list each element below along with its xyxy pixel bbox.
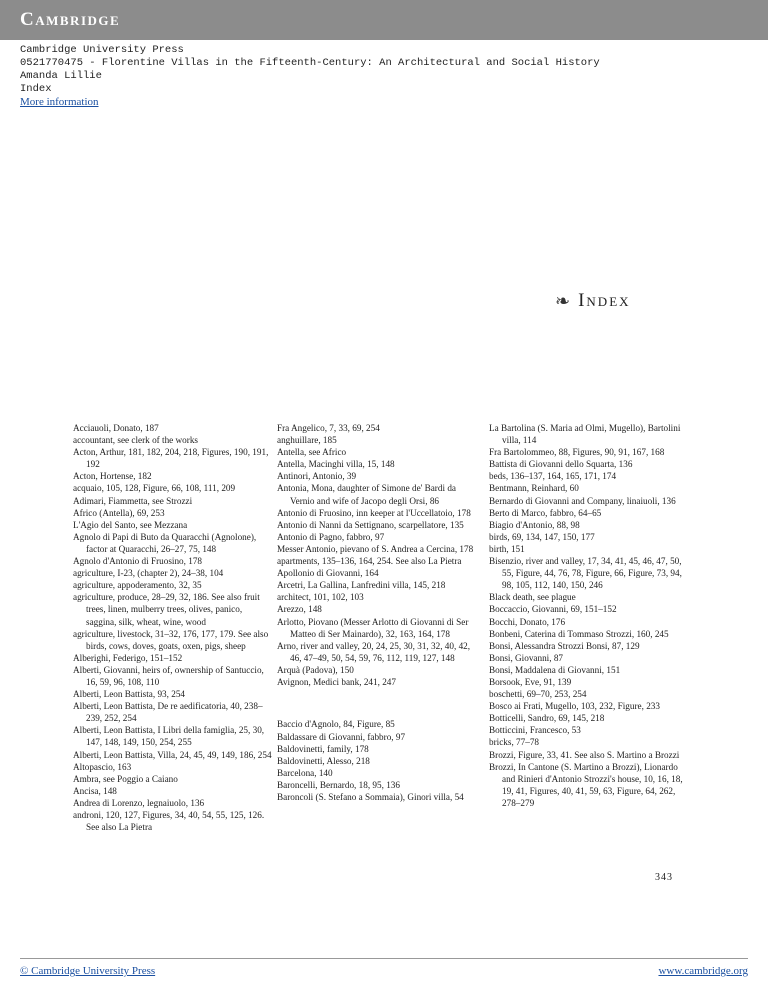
- index-entry: Baldassare di Giovanni, fabbro, 97: [277, 731, 406, 742]
- index-entry: Alberti, Leon Battista, 93, 254: [73, 689, 186, 700]
- index-entry: Bisenzio, river and valley, 17, 34, 41, 45, 46, 47, 50, 55, Figure, 44, 76, 78, Figure, 66, Figure, 73, 94, 98, 105, 112, 140, 150, 246: [489, 556, 682, 591]
- index-entry: agriculture, livestock, 31–32, 176, 177, 179. See also birds, cows, doves, goats, oxen, pigs, sheep: [73, 628, 269, 651]
- index-entry: Africo (Antella), 69, 253: [73, 507, 165, 518]
- index-title: Index: [578, 290, 631, 311]
- top-banner: [0, 0, 768, 40]
- index-entry: Apollonio di Giovanni, 164: [277, 568, 379, 579]
- index-entry: Messer Antonio, pievano of S. Andrea a Cercina, 178: [277, 543, 474, 554]
- index-entry: Agnolo d'Antonio di Fruosino, 178: [73, 556, 203, 567]
- index-entry: Black death, see plague: [489, 592, 576, 603]
- index-entry: Botticelli, Sandro, 69, 145, 218: [489, 713, 605, 724]
- index-entry: La Bartolina (S. Maria ad Olmi, Mugello), Bartolini villa, 114: [489, 423, 681, 446]
- document-metadata: [20, 44, 600, 110]
- index-entry: Arquà (Padova), 150: [277, 664, 354, 675]
- index-entry: Brozzi, In Cantone (S. Martino a Brozzi), Lionardo and Rinieri d'Antonio Strozzi's house, 10, 16, 18, 19, 41, Figures, 40, 41, 59, 63, Figure, 64, 262, 278–279: [489, 761, 683, 808]
- index-entry: Battista di Giovanni dello Squarta, 136: [489, 459, 633, 470]
- index-entry: agriculture, produce, 28–29, 32, 186. See also fruit trees, linen, mulberry trees, olives, panico, saggina, silk, wheat, wine, wood: [73, 592, 260, 627]
- index-entry: Baccio d'Agnolo, 84, Figure, 85: [277, 719, 395, 730]
- index-entry: Agnolo di Papi di Buto da Quaracchi (Agnolone), factor at Quaracchi, 26–27, 75, 148: [73, 531, 257, 554]
- index-entry: Bosco ai Frati, Mugello, 103, 232, Figure, 233: [489, 701, 660, 712]
- index-entry: Barcelona, 140: [277, 767, 333, 778]
- index-entry: Andrea di Lorenzo, legnaiuolo, 136: [73, 797, 205, 808]
- index-entry: acquaio, 105, 128, Figure, 66, 108, 111, 209: [73, 483, 236, 494]
- index-entry: agriculture, appoderamento, 32, 35: [73, 580, 202, 591]
- index-entry: Alberti, Leon Battista, De re aedificatoria, 40, 238–239, 252, 254: [73, 701, 263, 724]
- index-entry: boschetti, 69–70, 253, 254: [489, 689, 587, 700]
- index-entry: Biagio d'Antonio, 88, 98: [489, 519, 580, 530]
- index-entry: Bentmann, Reinhard, 60: [489, 483, 579, 494]
- index-entry: Alberti, Leon Battista, Villa, 24, 45, 49, 149, 186, 254: [73, 749, 272, 760]
- section-name: Index: [20, 83, 52, 95]
- index-entry: Acton, Arthur, 181, 182, 204, 218, Figures, 190, 191, 192: [73, 447, 269, 470]
- index-entry: L'Agio del Santo, see Mezzana: [73, 519, 188, 530]
- index-entry: apartments, 135–136, 164, 254. See also La Pietra: [277, 556, 462, 567]
- index-entry: birth, 151: [489, 543, 525, 554]
- index-entry: architect, 101, 102, 103: [277, 592, 364, 603]
- index-entry: Fra Angelico, 7, 33, 69, 254: [277, 423, 380, 433]
- index-entry: Arezzo, 148: [277, 604, 322, 615]
- index-entry: Botticcini, Francesco, 53: [489, 725, 581, 736]
- index-entry: Antella, see Africo: [277, 447, 347, 458]
- index-entry: Antonia, Mona, daughter of Simone de' Bardi da Vernio and wife of Jacopo degli Orsi, 86: [277, 483, 456, 506]
- index-entry: Baldovinetti, family, 178: [277, 743, 369, 754]
- more-information-link[interactable]: More information: [20, 96, 99, 108]
- index-entry: Bocchi, Donato, 176: [489, 616, 566, 627]
- index-entry: Borsook, Eve, 91, 139: [489, 676, 572, 687]
- index-column-3: [489, 422, 689, 809]
- index-entry: beds, 136–137, 164, 165, 171, 174: [489, 471, 617, 482]
- index-entry: Brozzi, Figure, 33, 41. See also S. Martino a Brozzi: [489, 749, 680, 760]
- index-entry: Bonsi, Giovanni, 87: [489, 652, 564, 663]
- index-entry: birds, 69, 134, 147, 150, 177: [489, 531, 595, 542]
- index-entry: bricks, 77–78: [489, 737, 540, 748]
- entry-gap: [277, 697, 477, 709]
- index-entry: androni, 120, 127, Figures, 34, 40, 54, 55, 125, 126. See also La Pietra: [73, 810, 265, 833]
- index-entry: Arlotto, Piovano (Messer Arlotto di Giovanni di Ser Matteo di Ser Mainardo), 32, 163, 164, 178: [277, 616, 469, 639]
- website-link[interactable]: www.cambridge.org: [658, 965, 748, 977]
- index-entry: Berto di Marco, fabbro, 64–65: [489, 507, 602, 518]
- index-entry: Ambra, see Poggio a Caiano: [73, 773, 178, 784]
- index-entry: Fra Bartolommeo, 88, Figures, 90, 91, 167, 168: [489, 447, 665, 458]
- fleuron-icon: ❧: [555, 290, 571, 311]
- index-entry: Bonsi, Alessandra Strozzi Bonsi, 87, 129: [489, 640, 640, 651]
- index-column-2: [277, 422, 477, 803]
- index-entry: Alberighi, Federigo, 151–152: [73, 652, 183, 663]
- index-entry: Alberti, Leon Battista, I Libri della famiglia, 25, 30, 147, 148, 149, 150, 254, 255: [73, 725, 265, 748]
- index-entry: Altopascio, 163: [73, 761, 132, 772]
- index-entry: Ancisa, 148: [73, 785, 117, 796]
- index-entry: Antonio di Pagno, fabbro, 97: [277, 531, 385, 542]
- index-entry: Baldovinetti, Alesso, 218: [277, 755, 370, 766]
- author-name: Amanda Lillie: [20, 70, 102, 82]
- index-entry: Baroncelli, Bernardo, 18, 95, 136: [277, 779, 400, 790]
- publisher-logo: Cambridge: [20, 9, 121, 30]
- index-entry: Bernardo di Giovanni and Company, linaiuoli, 136: [489, 495, 676, 506]
- index-entry: Adimari, Fiammetta, see Strozzi: [73, 495, 193, 506]
- book-title-line: 0521770475 - Florentine Villas in the Fifteenth-Century: An Architectural and Social History: [20, 57, 600, 69]
- index-entry: Bonsi, Maddalena di Giovanni, 151: [489, 664, 621, 675]
- index-entry: Arno, river and valley, 20, 24, 25, 30, 31, 32, 40, 42, 46, 47–49, 50, 54, 59, 76, 112, 119, 127, 148: [277, 640, 471, 663]
- index-entry: Arcetri, La Gallina, Lanfredini villa, 145, 218: [277, 580, 446, 591]
- footer-divider: [20, 958, 748, 959]
- index-entry: Acciauoli, Donato, 187: [73, 423, 159, 433]
- index-entry: Antonio di Fruosino, inn keeper at l'Uccellatoio, 178: [277, 507, 471, 518]
- index-entry: Bonbeni, Caterina di Tommaso Strozzi, 160, 245: [489, 628, 669, 639]
- publisher-name: Cambridge University Press: [20, 44, 184, 56]
- copyright-link[interactable]: © Cambridge University Press: [20, 965, 156, 977]
- index-entry: anghuillare, 185: [277, 435, 337, 446]
- index-column-1: [73, 422, 273, 833]
- index-entry: Avignon, Medici bank, 241, 247: [277, 676, 396, 687]
- index-entry: Antonio di Nanni da Settignano, scarpellatore, 135: [277, 519, 464, 530]
- index-entry: Boccaccio, Giovanni, 69, 151–152: [489, 604, 617, 615]
- index-entry: Antinori, Antonio, 39: [277, 471, 357, 482]
- index-entry: Acton, Hortense, 182: [73, 471, 152, 482]
- index-entry: Alberti, Giovanni, heirs of, ownership of Santuccio, 16, 59, 96, 108, 110: [73, 664, 264, 687]
- index-entry: Antella, Macinghi villa, 15, 148: [277, 459, 395, 470]
- index-entry: accountant, see clerk of the works: [73, 435, 199, 446]
- page-number: 343: [655, 872, 673, 883]
- index-entry: Baroncoli (S. Stefano a Sommaia), Ginori villa, 54: [277, 792, 464, 802]
- index-heading: [555, 290, 631, 312]
- index-entry: agriculture, I-23, (chapter 2), 24–38, 104: [73, 568, 224, 579]
